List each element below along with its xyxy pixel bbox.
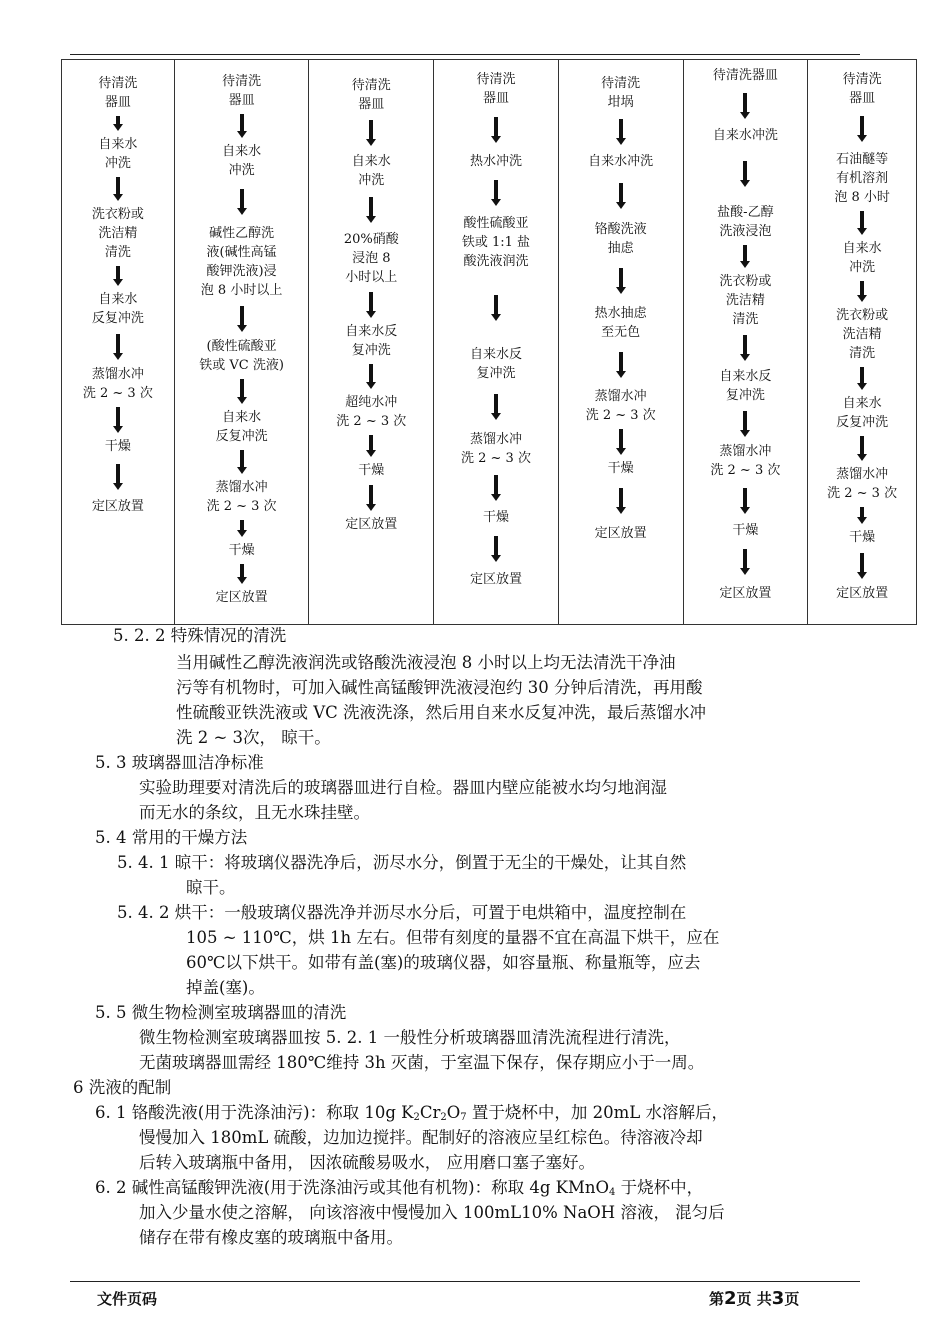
flow-column: [309, 60, 434, 624]
paragraph-line: 60℃以下烘干。如带有盖(塞)的玻璃仪器，如容量瓶、称量瓶等，应去: [186, 953, 701, 972]
down-arrow-icon: [857, 116, 867, 142]
flow-step: 待清洗 器皿: [476, 72, 516, 106]
flow-step: 蒸馏水冲 洗 2 ~ 3 次: [585, 389, 656, 423]
paragraph-line: 加入少量水使之溶解， 向该溶液中慢慢加入 100mL10% NaOH 溶液， 混匀后: [139, 1203, 725, 1222]
down-arrow-icon: [740, 93, 750, 119]
down-arrow-icon: [740, 335, 750, 361]
flow-step: 蒸馏水冲 洗 2 ~ 3 次: [460, 432, 531, 466]
paragraph-line: 实验助理要对清洗后的玻璃器皿进行自检。器皿内壁应能被水均匀地润湿: [139, 778, 667, 797]
flow-step: 自来水 反复冲洗: [91, 292, 144, 326]
flow-step: 石油醚等 有机溶剂 泡 8 小时: [834, 152, 890, 205]
paragraph-line: 6. 2 碱性高锰酸钾洗液(用于洗涤油污或其他有机物)：称取 4g KMnO$_4$ 于烧杯中，: [95, 1178, 704, 1198]
down-arrow-icon: [366, 197, 376, 223]
down-arrow-icon: [616, 429, 626, 455]
flow-column: [62, 60, 175, 624]
paragraph-line: 当用碱性乙醇洗液润洗或铬酸洗液浸泡 8 小时以上均无法清洗干净油: [176, 653, 676, 672]
flow-step: 定区放置: [594, 526, 647, 541]
down-arrow-icon: [740, 161, 750, 187]
down-arrow-icon: [113, 407, 123, 433]
flow-step: 干燥: [228, 543, 255, 558]
flow-step: 定区放置: [469, 572, 522, 587]
down-arrow-icon: [237, 189, 247, 215]
flow-step: 自来水 冲洗: [842, 241, 882, 275]
heading-5-3: 5. 3 玻璃器皿洁净标准: [95, 753, 264, 772]
flow-step: 洗衣粉或 洗洁精 清洗: [719, 274, 772, 327]
flow-step: 定区放置: [836, 586, 889, 601]
down-arrow-icon: [491, 475, 501, 501]
flow-step: 自来水 冲洗: [222, 144, 262, 178]
flow-column: [434, 60, 559, 624]
flow-column: [175, 60, 310, 624]
down-arrow-icon: [366, 364, 376, 389]
paragraph-line: 洗 2 ~ 3次， 晾干。: [176, 728, 331, 747]
down-arrow-icon: [857, 436, 867, 461]
down-arrow-icon: [366, 485, 376, 511]
down-arrow-icon: [857, 553, 867, 579]
flow-column: [559, 60, 684, 624]
down-arrow-icon: [366, 120, 376, 146]
flow-step: 干燥: [849, 530, 876, 545]
flow-step: 干燥: [482, 510, 509, 525]
flow-step: 超纯水冲 洗 2 ~ 3 次: [336, 395, 407, 429]
down-arrow-icon: [237, 450, 247, 474]
down-arrow-icon: [113, 116, 123, 131]
footer-file-page-label: 文件页码: [97, 1290, 158, 1308]
down-arrow-icon: [491, 117, 501, 143]
flow-step: 定区放置: [345, 517, 398, 532]
flow-step: 待清洗 器皿: [98, 76, 138, 110]
down-arrow-icon: [491, 394, 501, 420]
paragraph-line: 储存在带有橡皮塞的玻璃瓶中备用。: [139, 1228, 403, 1247]
down-arrow-icon: [616, 268, 626, 294]
flow-step: 自来水 反复冲洗: [836, 396, 889, 430]
down-arrow-icon: [616, 119, 626, 145]
paragraph-line: 慢慢加入 180mL 硫酸，边加边搅拌。配制好的溶液应呈红棕色。待溶液冷却: [139, 1128, 703, 1147]
paragraph-line: 后转入玻璃瓶中备用， 因浓硫酸易吸水， 应用磨口塞子塞好。: [139, 1153, 595, 1172]
down-arrow-icon: [857, 281, 867, 302]
flow-step: 自来水反 复冲洗: [469, 347, 522, 381]
flow-step: 干燥: [358, 463, 385, 478]
down-arrow-icon: [237, 114, 247, 138]
flow-step: 自来水反 复冲洗: [345, 324, 398, 358]
paragraph-line: 6. 1 铬酸洗液(用于洗涤油污)：称取 10g $K_2Cr_2O_7$ 置于烧杯中，加 20mL 水溶解后，: [95, 1103, 728, 1123]
heading-5-5: 5. 5 微生物检测室玻璃器皿的清洗: [95, 1003, 347, 1022]
flow-step: (酸性硫酸亚 铁或 VC 洗液): [199, 339, 284, 373]
flow-step: 洗衣粉或 洗洁精 清洗: [836, 308, 889, 361]
footer-page-count: 第2页 共3页: [709, 1288, 800, 1309]
down-arrow-icon: [491, 180, 501, 206]
flow-step: 自来水冲洗: [712, 128, 778, 143]
down-arrow-icon: [857, 507, 867, 524]
flow-step: 待清洗 坩埚: [601, 76, 641, 110]
down-arrow-icon: [113, 334, 123, 360]
flow-step: 20%硝酸 浸泡 8 小时以上: [343, 232, 399, 285]
paragraph-line: 5. 4. 1 晾干：将玻璃仪器洗净后，沥尽水分，倒置于无尘的干燥处，让其自然: [117, 853, 687, 872]
paragraph-line: 无菌玻璃器皿需经 180℃维持 3h 灭菌，于室温下保存，保存期应小于一周。: [139, 1053, 705, 1072]
paragraph-line: 污等有机物时，可加入碱性高锰酸钾洗液浸泡约 30 分钟后清洗，再用酸: [176, 678, 703, 697]
flow-column: [684, 60, 809, 624]
down-arrow-icon: [366, 435, 376, 457]
down-arrow-icon: [237, 379, 247, 404]
paragraph-line: 而无水的条纹，且无水珠挂壁。: [139, 803, 370, 822]
down-arrow-icon: [491, 295, 501, 321]
flow-step: 自来水 反复冲洗: [215, 410, 268, 444]
down-arrow-icon: [366, 292, 376, 318]
down-arrow-icon: [740, 488, 750, 514]
flow-step: 待清洗 器皿: [222, 74, 262, 108]
cleaning-flow-table: [61, 59, 917, 625]
flow-step: 自来水 冲洗: [351, 154, 391, 188]
flow-step: 碱性乙醇洗 液(碱性高锰 酸钾洗液)浸 泡 8 小时以上: [200, 226, 283, 298]
flow-step: 自来水反 复冲洗: [719, 369, 772, 403]
flow-step: 干燥: [104, 439, 131, 454]
down-arrow-icon: [113, 177, 123, 201]
flow-step: 定区放置: [215, 590, 268, 605]
down-arrow-icon: [857, 367, 867, 390]
paragraph-line: 5. 4. 2 烘干：一般玻璃仪器洗净并沥尽水分后，可置于电烘箱中，温度控制在: [117, 903, 687, 922]
flow-column: [808, 60, 916, 624]
footer-rule: [70, 1281, 860, 1282]
flow-step: 铬酸洗液 抽虑: [594, 222, 647, 256]
heading-5-2-2: 5. 2. 2 特殊情况的清洗: [113, 626, 287, 645]
flow-step: 酸性硫酸亚 铁或 1:1 盐 酸洗液润洗: [461, 216, 531, 269]
flow-step: 待清洗器皿: [712, 68, 778, 83]
flow-step: 干燥: [732, 523, 759, 538]
flow-step: 干燥: [607, 461, 634, 476]
flow-step: 待清洗 器皿: [351, 78, 391, 112]
flow-step: 盐酸-乙醇 洗液浸泡: [717, 205, 774, 239]
down-arrow-icon: [616, 352, 626, 378]
paragraph-line: 微生物检测室玻璃器皿按 5. 2. 1 一般性分析玻璃器皿清洗流程进行清洗，: [139, 1028, 681, 1047]
down-arrow-icon: [616, 183, 626, 209]
down-arrow-icon: [237, 306, 247, 332]
header-rule: [70, 54, 860, 55]
flow-step: 蒸馏水冲 洗 2 ~ 3 次: [82, 367, 153, 401]
flow-step: 洗衣粉或 洗洁精 清洗: [91, 207, 144, 260]
flow-step: 热水冲洗: [469, 154, 522, 169]
down-arrow-icon: [857, 211, 867, 235]
flow-step: 自来水 冲洗: [98, 137, 138, 171]
flow-step: 蒸馏水冲 洗 2 ~ 3 次: [206, 480, 277, 514]
down-arrow-icon: [616, 488, 626, 514]
heading-6: 6 洗液的配制: [73, 1078, 172, 1097]
down-arrow-icon: [491, 536, 501, 562]
down-arrow-icon: [113, 266, 123, 286]
flow-step: 蒸馏水冲 洗 2 ~ 3 次: [827, 467, 898, 501]
down-arrow-icon: [740, 549, 750, 575]
flow-step: 定区放置: [719, 586, 772, 601]
flow-step: 自来水冲洗: [588, 154, 654, 169]
flow-step: 蒸馏水冲 洗 2 ~ 3 次: [710, 444, 781, 478]
down-arrow-icon: [237, 564, 247, 584]
paragraph-line: 掉盖(塞)。: [186, 978, 265, 997]
paragraph-line: 性硫酸亚铁洗液或 VC 洗液洗涤，然后用自来水反复冲洗，最后蒸馏水冲: [176, 703, 707, 722]
paragraph-line: 105 ~ 110℃，烘 1h 左右。但带有刻度的量器不宜在高温下烘干，应在: [186, 928, 720, 947]
paragraph-line: 晾干。: [186, 878, 236, 897]
down-arrow-icon: [237, 520, 247, 537]
flow-step: 热水抽虑 至无色: [594, 306, 647, 340]
down-arrow-icon: [740, 245, 750, 268]
down-arrow-icon: [740, 411, 750, 437]
flow-step: 定区放置: [91, 499, 144, 514]
flow-step: 待清洗 器皿: [842, 72, 882, 106]
down-arrow-icon: [113, 464, 123, 490]
heading-5-4: 5. 4 常用的干燥方法: [95, 828, 248, 847]
